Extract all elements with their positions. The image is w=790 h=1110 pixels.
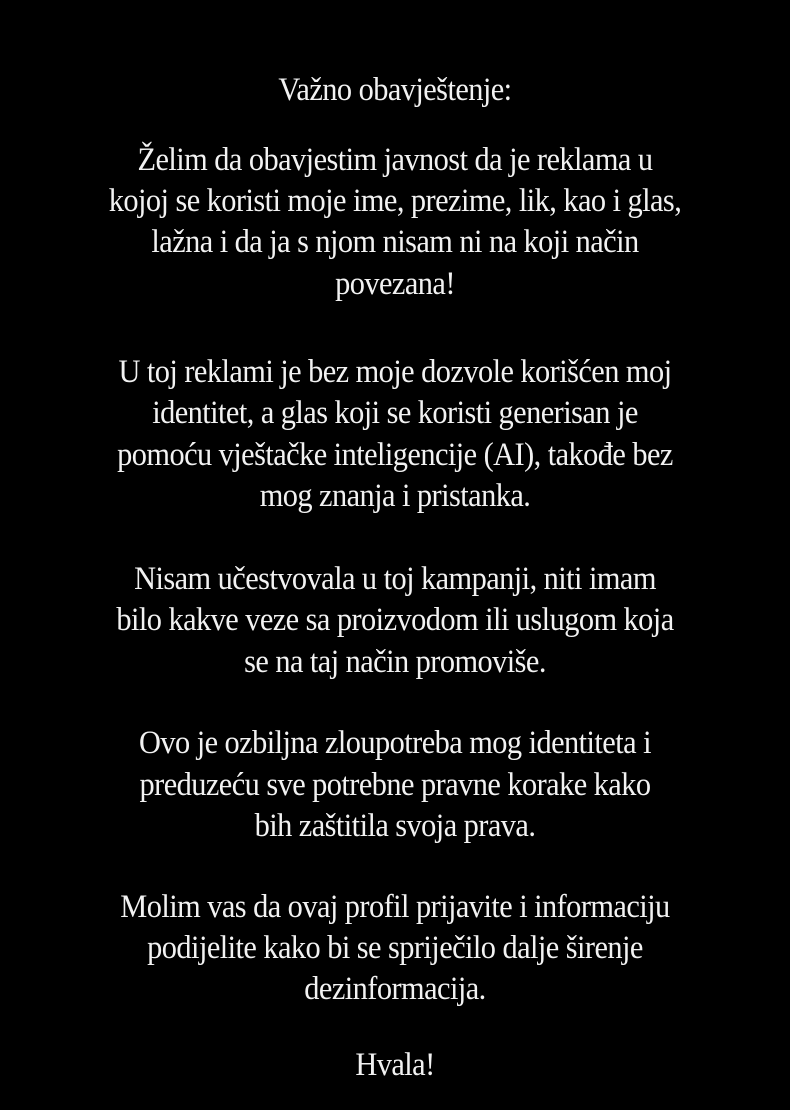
paragraph-line: mog znanja i pristanka. [259,478,531,514]
paragraph-line: preduzeću sve potrebne pravne korake kako [139,767,651,803]
paragraph-line: bih zaštitila svoja prava. [254,808,536,844]
paragraph-line: lažna i da ja s njom nisam ni na koji način [151,224,639,260]
paragraph-line: Želim da obavjestim javnost da je reklama u [137,142,653,178]
closing-text: Hvala! [355,1047,435,1083]
paragraph-line: identitet, a glas koji se koristi generisan je [152,395,638,431]
paragraph-line: kojoj se koristi moje ime, prezime, lik, kao i glas, [108,183,682,219]
paragraph-line: bilo kakve veze sa proizvodom ili uslugom koja [116,602,674,638]
paragraph-line: dezinformacija. [304,971,486,1007]
paragraph-line: U toj reklami je bez moje dozvole korišćen moj [118,354,672,390]
paragraph-line: Nisam učestvovala u toj kampanji, niti imam [134,561,656,597]
paragraph-line: podijelite kako bi se spriječilo dalje širenje [147,930,643,966]
notice-title: Važno obavještenje: [278,72,512,108]
paragraph-line: povezana! [335,266,455,302]
paragraph-line: se na taj način promoviše. [244,644,546,680]
paragraph-line: Ovo je ozbiljna zloupotreba mog identiteta i [139,725,651,761]
paragraph-line: Molim vas da ovaj profil prijavite i informaciju [120,889,670,925]
paragraph-line: pomoću vještačke inteligencije (AI), takođe bez [117,437,673,473]
